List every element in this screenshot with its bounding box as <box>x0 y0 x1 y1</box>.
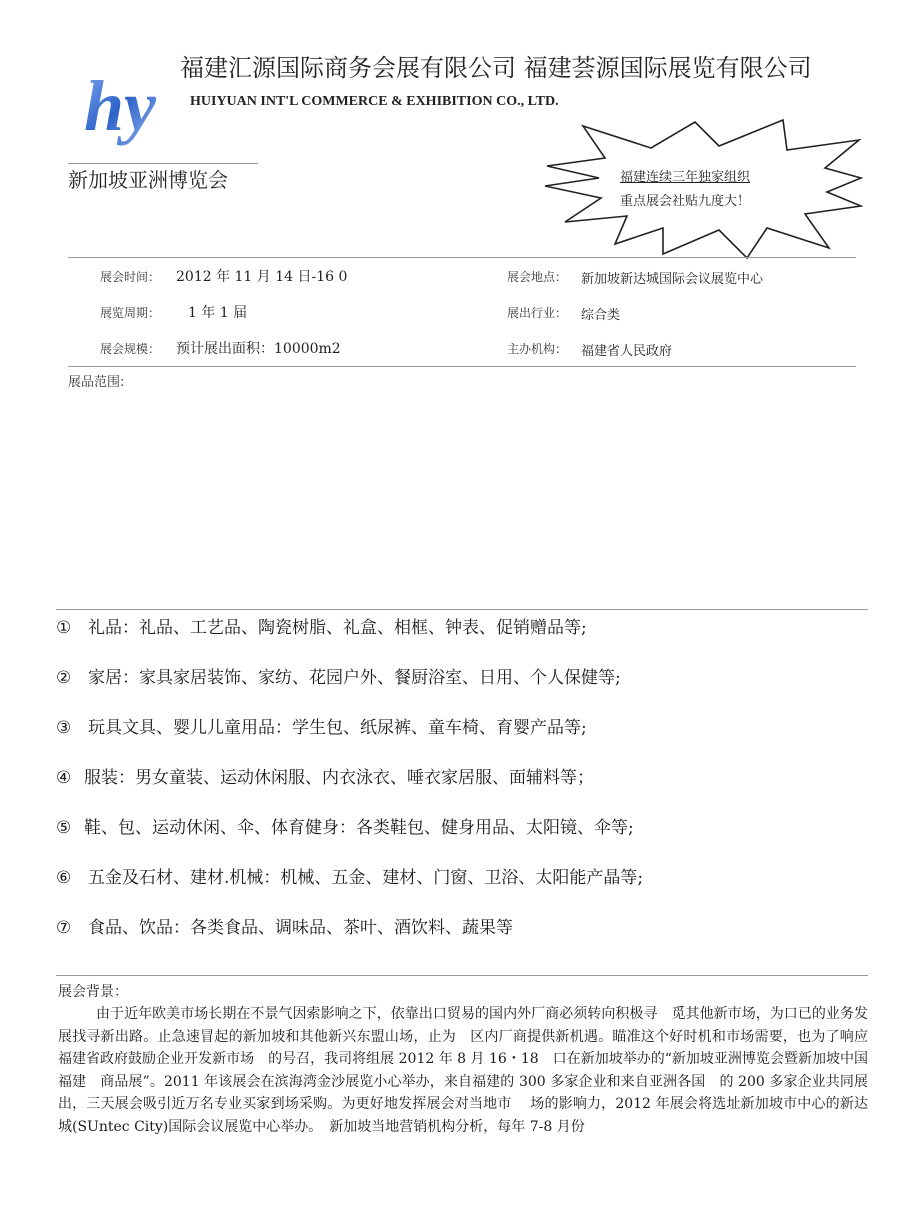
background-top-rule <box>56 975 868 976</box>
product-item-7 <box>56 913 513 938</box>
info-top-rule <box>68 257 856 258</box>
badge-text <box>620 166 820 214</box>
badge-line-2: 重点展会社贴九度大！ <box>620 194 751 209</box>
cycle-value: 1 年 1 届 <box>188 305 248 321</box>
industry-label: 展出行业： <box>507 306 568 320</box>
product-mark: ② <box>56 668 72 688</box>
time-value: 2012 年 11 月 14 日-16 0 <box>176 269 348 285</box>
venue-label: 展会地点： <box>507 270 568 284</box>
product-item-6 <box>56 863 643 888</box>
title-underline <box>68 163 258 164</box>
product-text: 鞋、包、运动休闲、伞、体育健身：各类鞋包、健身用品、太阳镜、伞等; <box>84 818 634 838</box>
logo-text: hy <box>84 66 156 146</box>
product-mark: ① <box>56 618 72 638</box>
products-top-rule <box>56 609 868 610</box>
company-logo <box>82 60 172 150</box>
background-label: 展会背景： <box>58 984 128 1000</box>
product-item-1 <box>56 613 587 638</box>
industry-value: 综合类 <box>581 308 621 323</box>
product-mark: ⑤ <box>56 818 72 838</box>
background-paragraph: 由于近年欧美市场长期在不景气因索影响之下，依靠出口贸易的国内外厂商必须转向积极寻 觅其他新市场，为口已的业务发展找寻新出路。止急速冒起的新加坡和其他新兴东盟山场，止为 区内厂商提供新机遇。瞄准这个好时机和市场需要，也为了响应福建省政府鼓励企业开发新市场 的号召，我司将组展 2012 年 8 月 16・18 口在新加坡举办的“新加坡亚洲博览会暨新加坡中国福建 商品展”。2011 年该展会在滨海湾金沙展览小心举办，来自福建的 300 多家企业和来自亚洲各国 的 200 多家企业共同展出，三天展会吸引近万名专业买家到场采购。为更好地发挥展会对当地市 场的影响力，2012 年展会将选址新加坡市中心的新达城(SUntec City)国际会议展览中心举办。 新加坡当地营销机构分析，每年 7-8 月份 <box>58 1006 868 1135</box>
scale-value: 预计展出面积：10000m2 <box>176 341 341 357</box>
host-label: 主办机构： <box>507 342 568 356</box>
product-mark: ④ <box>56 768 72 788</box>
product-mark: ③ <box>56 718 72 738</box>
company-name-en: HUIYUAN INT'L COMMERCE & EXHIBITION CO., LTD. <box>190 94 559 109</box>
product-mark: ⑥ <box>56 868 72 888</box>
company-name-cn: 福建汇源国际商务会展有限公司 福建荟源国际展览有限公司 <box>180 54 812 82</box>
company-name <box>180 52 860 118</box>
product-text: 礼品：礼品、工艺品、陶瓷树脂、礼盒、相框、钟表、促销赠品等; <box>88 618 587 638</box>
info-bottom-rule <box>68 366 856 367</box>
time-label: 展会时间： <box>100 270 161 284</box>
scale-label: 展会规模： <box>100 342 161 356</box>
product-text: 食品、饮品：各类食品、调味品、茶叶、酒饮料、蔬果等 <box>88 918 513 938</box>
product-item-5 <box>56 813 634 838</box>
fair-title: 新加坡亚洲博览会 <box>68 168 228 192</box>
product-text: 家居：家具家居装饰、家纺、花园户外、餐厨浴室、日用、个人保健等; <box>88 668 621 688</box>
badge-line-1: 福建连续三年独家组织 <box>620 170 751 185</box>
product-item-2 <box>56 663 621 688</box>
product-item-3 <box>56 713 587 738</box>
product-text: 五金及石材、建材.机械：机械、五金、建材、门窗、卫浴、太阳能产晶等; <box>88 868 644 888</box>
scope-label: 展品范围: <box>68 375 125 390</box>
product-item-4 <box>56 763 594 788</box>
venue-value: 新加坡新达城国际会议展览中心 <box>581 272 764 287</box>
host-value: 福建省人民政府 <box>581 344 673 359</box>
product-text: 玩具文具、婴儿儿童用品：学生包、纸尿裤、童车椅、育婴产品等; <box>88 718 587 738</box>
product-mark: ⑦ <box>56 918 72 938</box>
cycle-label: 展览周期： <box>100 306 161 320</box>
product-text: 服装：男女童装、运动休闲服、内衣泳衣、唾衣家居服、面辅料等； <box>84 768 594 788</box>
